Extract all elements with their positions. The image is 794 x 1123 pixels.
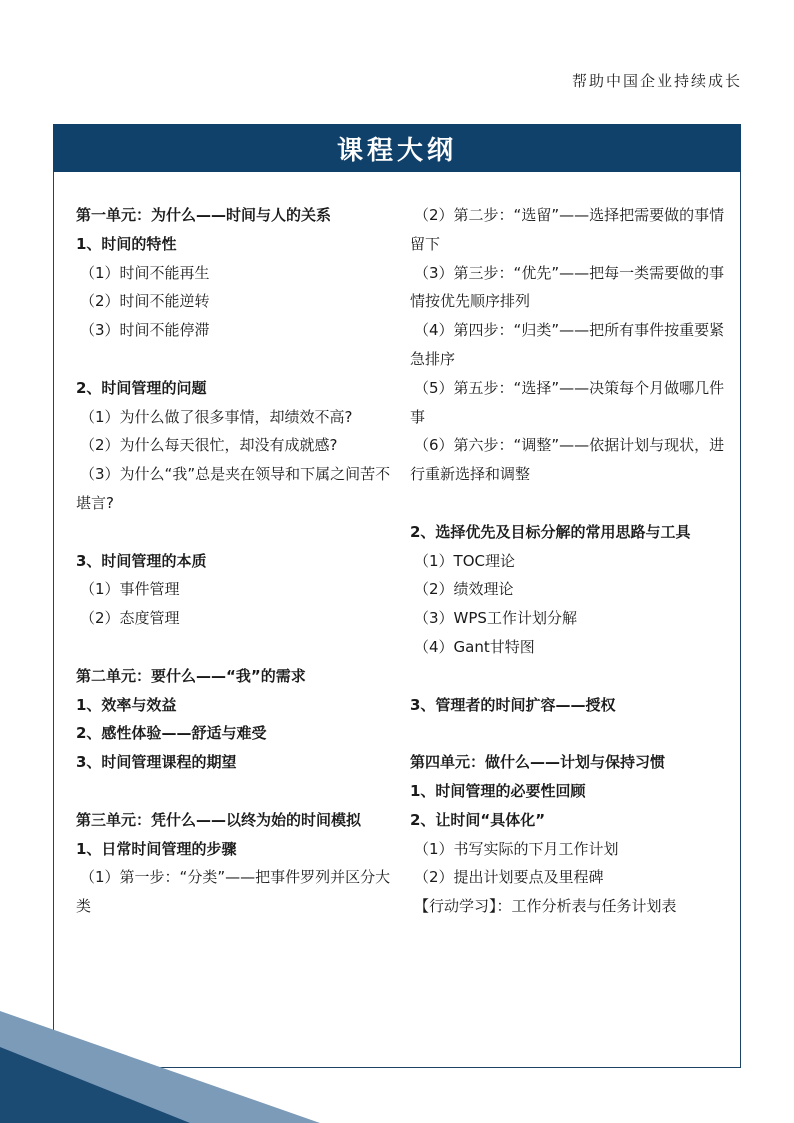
outline-item: （6）第六步：“调整”——依据计划与现状，进行重新选择和调整 [410,436,725,484]
outline-item: （2）提出计划要点及里程碑 [414,868,604,887]
outline-item: 【行动学习】：工作分析表与任务计划表 [414,897,677,916]
outline-item: （2）为什么每天很忙，却没有成就感? [80,436,338,455]
outline-item: （1）书写实际的下月工作计划 [414,839,619,858]
outline-heading: 1、日常时间管理的步骤 [76,839,237,858]
outline-heading: 1、时间管理的必要性回顾 [410,781,586,800]
spacer [76,518,394,547]
right-column [410,201,728,921]
outline-item: （1）时间不能再生 [80,263,210,282]
outline-heading: 2、感性体验——舒适与难受 [76,724,267,743]
outline-item: （5）第五步：“选择”——决策每个月做哪几件事 [410,378,725,426]
outline-heading: 第四单元：做什么——计划与保持习惯 [410,753,666,772]
outline-heading: 第一单元：为什么——时间与人的关系 [76,206,332,224]
outline-heading: 2、选择优先及目标分解的常用思路与工具 [410,522,691,541]
outline-item: （3）时间不能停滞 [80,321,210,340]
spacer [410,662,728,691]
spacer [76,777,394,806]
outline-item: （1）事件管理 [80,580,180,599]
outline-heading: 2、时间管理的问题 [76,378,207,397]
left-column [76,201,394,921]
outline-heading: 3、管理者的时间扩容——授权 [410,695,616,714]
outline-heading: 1、时间的特性 [76,234,177,253]
outline-heading: 3、时间管理的本质 [76,551,207,570]
outline-item: （2）第二步：“选留”——选择把需要做的事情留下 [410,206,725,253]
spacer [410,719,728,748]
outline-item: （2）绩效理论 [414,580,514,599]
spacer [410,489,728,518]
tagline: 帮助中国企业持续成长 [571,72,742,90]
outline-item: （4）第四步：“归类”——把所有事件按重要紧急排序 [410,321,725,368]
outline-heading: 第三单元：凭什么——以终为始的时间模拟 [76,810,362,829]
outline-item: （1）TOC理论 [414,551,515,570]
outline-heading: 1、效率与效益 [76,695,177,714]
spacer [76,633,394,662]
outline-heading: 3、时间管理课程的期望 [76,753,237,772]
spacer [76,345,394,374]
outline-heading: 第二单元：要什么——“我”的需求 [76,666,306,685]
outline-item: （4）Gant甘特图 [414,637,535,656]
banner-title: 课程大纲 [53,124,741,172]
outline-item: （2）态度管理 [80,609,180,628]
outline-heading: 2、让时间“具体化” [410,810,546,829]
corner-decoration [0,1003,320,1123]
outline-item: （3）WPS工作计划分解 [414,609,577,628]
outline-item: （1）为什么做了很多事情，却绩效不高? [80,407,353,426]
outline-item: （3）第三步：“优先”——把每一类需要做的事情按优先顺序排列 [410,263,725,311]
outline-item: （3）为什么“我”总是夹在领导和下属之间苦不堪言? [76,465,391,512]
outline-item: （2）时间不能逆转 [80,292,210,311]
outline-item: （1）第一步：“分类”——把事件罗列并区分大类 [76,868,391,916]
